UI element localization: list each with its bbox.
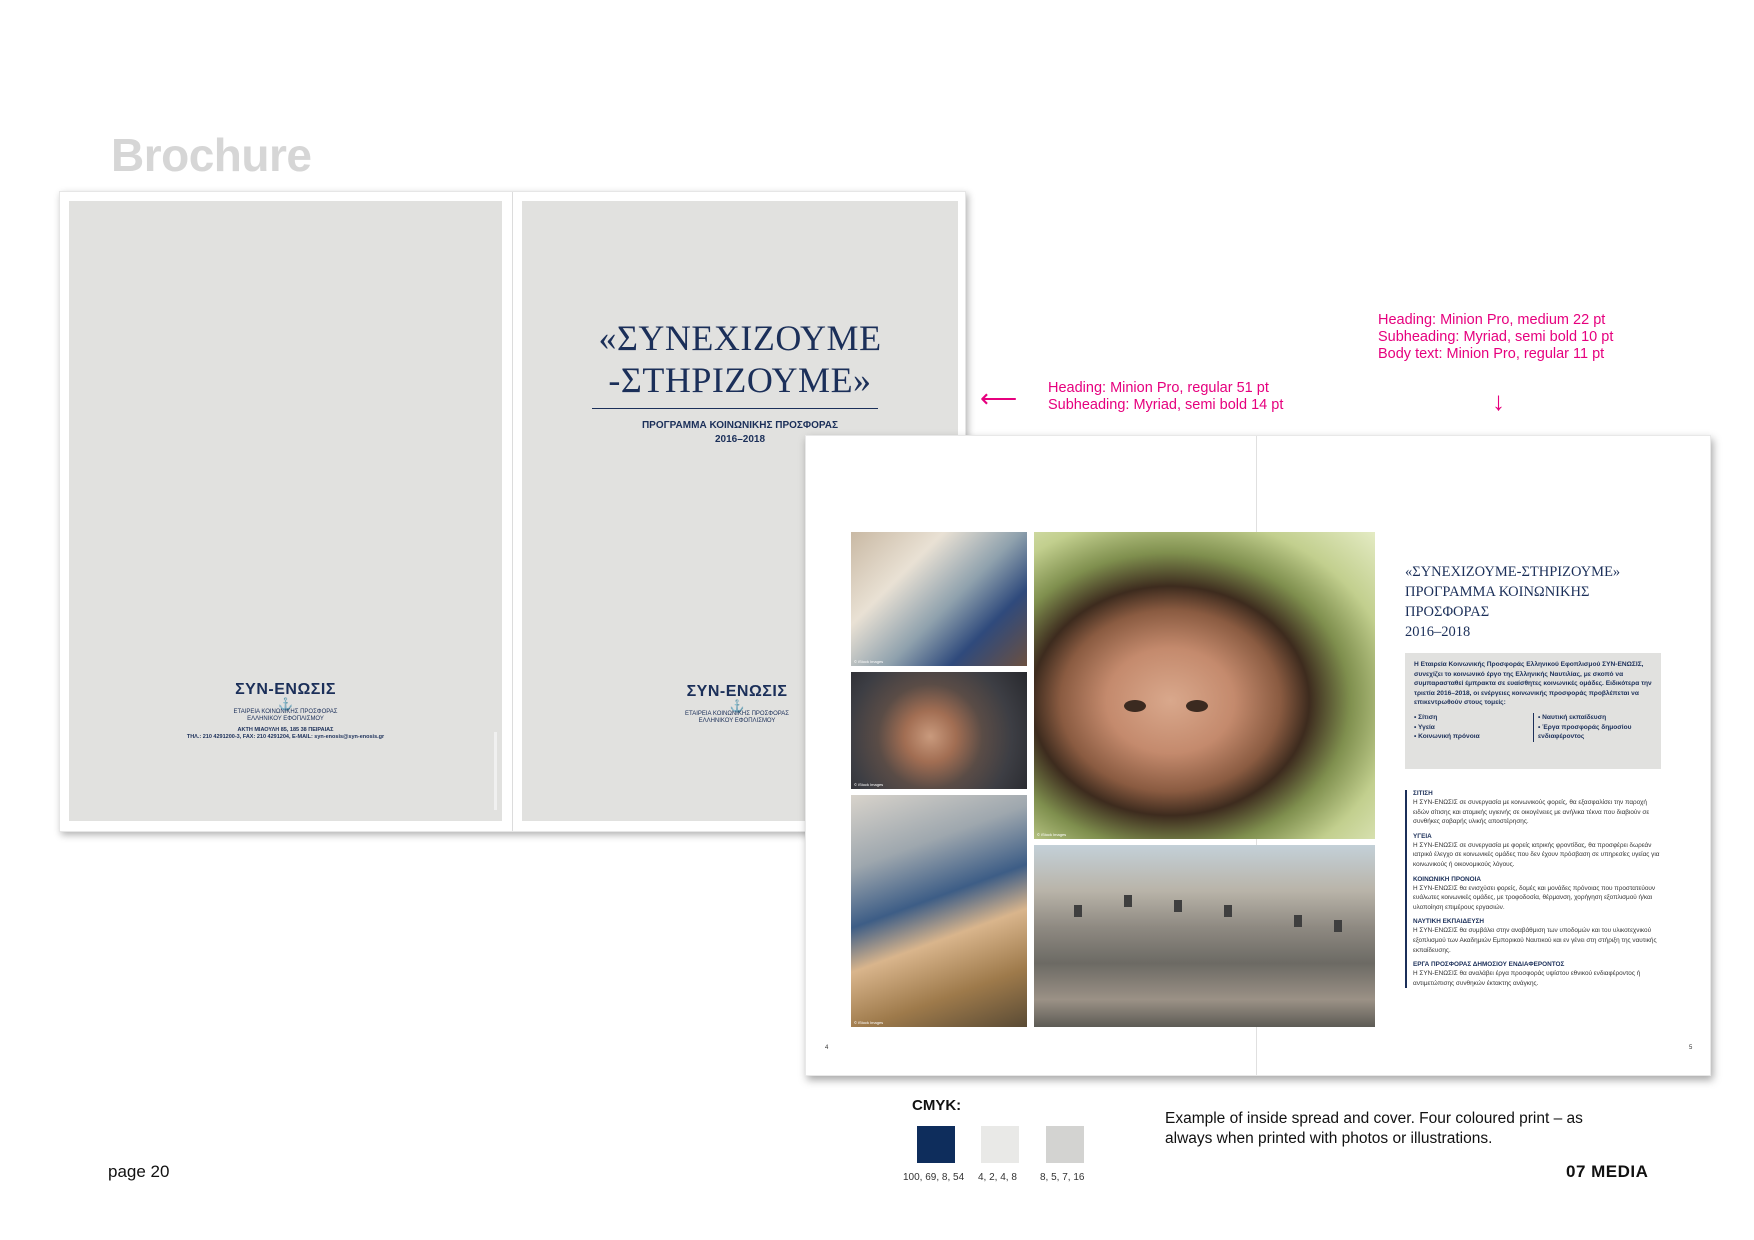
section-title: ΕΡΓΑ ΠΡΟΣΦΟΡΑΣ ΔΗΜΟΣΙΟΥ ΕΝΔΙΑΦΕΡΟΝΤΟΣ bbox=[1413, 961, 1565, 969]
inside-heading-line: 2016–2018 bbox=[1405, 624, 1471, 640]
logo-subtitle-1: ΕΤΑΙΡΕΙΑ ΚΟΙΝΩΝΙΚΗΣ ΠΡΟΣΦΟΡΑΣ bbox=[684, 711, 789, 717]
logo-wordmark: ΣΥΝ-ΕΝΩΣΙΣ bbox=[686, 683, 788, 700]
swatch-light-grey-label: 4, 2, 4, 8 bbox=[978, 1172, 1017, 1183]
focus-item: • Σίτιση bbox=[1414, 713, 1438, 721]
body-sections bbox=[1405, 790, 1661, 988]
cover-title bbox=[522, 317, 958, 401]
intro-box bbox=[1405, 653, 1661, 769]
swatch-grey-label: 8, 5, 7, 16 bbox=[1040, 1172, 1085, 1183]
inside-subheading-spec: Subheading: Myriad, semi bold 10 pt bbox=[1378, 329, 1614, 345]
intro-text: Η Εταιρεία Κοινωνικής Προσφοράς Ελληνικού Εφοπλισμού ΣΥΝ-ΕΝΩΣΙΣ, συνεχίζει το κοινωνικό έργο της Ελληνικής Ναυτιλίας, με σκοπό να συμπαρασταθεί έμπρακτα σε ευαίσθητες κοινωνικές ομάδες. Ειδικότερα την τριετία 2016–2018, οι ενέργειες κοινωνικής προσφοράς προβλέπεται να επικεντρωθούν στους τομείς: bbox=[1414, 661, 1652, 707]
address-line-1: ΑΚΤΗ ΜΙΑΟΥΛΗ 85, 185 38 ΠΕΙΡΑΙΑΣ bbox=[237, 727, 334, 733]
page-heading: Brochure bbox=[111, 129, 312, 181]
caption: Example of inside spread and cover. Four coloured print – as always when printed with photos or illustrations. bbox=[1165, 1110, 1583, 1147]
focus-list-left bbox=[1414, 713, 1533, 742]
logo-subtitle-2: ΕΛΛΗΝΙΚΟΥ ΕΦΟΠΛΙΣΜΟΥ bbox=[698, 718, 776, 724]
inside-heading-line: ΠΡΟΣΦΟΡΑΣ bbox=[1405, 604, 1490, 620]
swatch-navy-label: 100, 69, 8, 54 bbox=[903, 1172, 965, 1183]
section-text: Η ΣΥΝ-ΕΝΩΣΙΣ θα ενισχύσει φορείς, δομές και μονάδες πρόνοιας που προστατεύουν ευάλωτες κοινωνικές ομάδες, με τροφοδοσία, θέρμανση, χορήγηση εξοπλισμού ή/και υλοποίηση επιμέρους εργασιών. bbox=[1413, 884, 1656, 911]
photo-credit: © iStock Images bbox=[854, 659, 884, 664]
back-cover bbox=[69, 201, 502, 821]
eye-shape bbox=[1124, 700, 1146, 712]
focus-item: ενδιαφέροντος bbox=[1538, 733, 1585, 741]
page-number: page 20 bbox=[108, 1162, 170, 1181]
swatch-light-grey bbox=[981, 1126, 1019, 1163]
section-text: Η ΣΥΝ-ΕΝΩΣΙΣ σε συνεργασία με κοινωνικούς φορείς, θα εξασφαλίσει την παροχή ειδών σίτισης και ατομικής υγιεινής σε οικογένειες με ανήλικα τέκνα που διαβιούν σε συνθήκες σοβαρής υλικής αποστέρησης. bbox=[1413, 799, 1650, 826]
section-title: ΝΑΥΤΙΚΗ ΕΚΠΑΙΔΕΥΣΗ bbox=[1413, 918, 1485, 926]
focus-areas bbox=[1414, 713, 1652, 742]
section-text: Η ΣΥΝ-ΕΝΩΣΙΣ σε συνεργασία με φορείς ιατρικής φροντίδας, θα προσφέρει δωρεάν ιατρικό έλεγχο σε κοινωνικές ομάδες που δεν έχουν πρόσβαση σε υπηρεσίες υγείας για κοινωνικούς ή οικονομικούς λόγους. bbox=[1413, 841, 1660, 868]
focus-item: • Κοινωνική πρόνοια bbox=[1414, 733, 1480, 741]
anchor-icon: ⚓ bbox=[278, 697, 293, 711]
inside-body-spec: Body text: Minion Pro, regular 11 pt bbox=[1378, 346, 1605, 362]
focus-item: • Υγεία bbox=[1414, 723, 1435, 731]
cover-title-line-1: «ΣΥΝΕΧΙΖΟΥΜΕ bbox=[598, 318, 882, 358]
focus-item: • Έργα προσφοράς δημοσίου bbox=[1538, 723, 1632, 731]
arrow-down-icon: ↓ bbox=[1492, 386, 1505, 416]
cover-subtitle-line-1: ΠΡΟΓΡΑΜΜΑ ΚΟΙΝΩΝΙΚΗΣ ΠΡΟΣΦΟΡΑΣ bbox=[641, 420, 839, 431]
inside-heading-line: «ΣΥΝΕΧΙΖΟΥΜΕ-ΣΤΗΡΙΖΟΥΜΕ» bbox=[1405, 564, 1621, 580]
inside-spread bbox=[805, 435, 1711, 1076]
photo-child-portrait bbox=[1034, 532, 1375, 839]
arrow-left-icon: ⟵ bbox=[980, 383, 1018, 413]
spread-page-number-right: 5 bbox=[1689, 1045, 1693, 1051]
section-title: ΚΟΙΝΩΝΙΚΗ ΠΡΟΝΟΙΑ bbox=[1413, 875, 1482, 883]
cover-title-line-2: -ΣΤΗΡΙΖΟΥΜΕ» bbox=[608, 360, 872, 400]
cover-heading-spec: Heading: Minion Pro, regular 51 pt bbox=[1048, 380, 1269, 396]
cover-typography-annotation bbox=[1048, 380, 1283, 414]
section-text: Η ΣΥΝ-ΕΝΩΣΙΣ θα αναλάβει έργα προσφοράς υψίστου εθνικού ενδιαφέροντος ή αντιμετώπισης συνθηκών έκτακτης ανάγκης. bbox=[1413, 970, 1641, 987]
focus-list-right bbox=[1533, 713, 1652, 742]
photo-credit: © iStock Images bbox=[854, 782, 884, 787]
window-shape bbox=[1224, 905, 1232, 917]
inside-heading-spec: Heading: Minion Pro, medium 22 pt bbox=[1378, 312, 1606, 328]
window-shape bbox=[1074, 905, 1082, 917]
logo-subtitle-1: ΕΤΑΙΡΕΙΑ ΚΟΙΝΩΝΙΚΗΣ ΠΡΟΣΦΟΡΑΣ bbox=[233, 709, 338, 715]
spread-page-number-left: 4 bbox=[825, 1045, 829, 1051]
eye-shape bbox=[1186, 700, 1208, 712]
window-shape bbox=[1294, 915, 1302, 927]
section-label: 07 MEDIA bbox=[1566, 1162, 1649, 1181]
anchor-icon: ⚓ bbox=[729, 699, 745, 713]
section-text: Η ΣΥΝ-ΕΝΩΣΙΣ θα συμβάλει στην αναβάθμιση των υποδομών και του υλικοτεχνικού εξοπλισμού των Ακαδημιών Εμπορικού Ναυτικού και εν γένει στη στήριξη της ναυτικής εκπαίδευσης. bbox=[1413, 927, 1657, 954]
cover-subheading-spec: Subheading: Myriad, semi bold 14 pt bbox=[1048, 397, 1284, 413]
photo-island-houses bbox=[1034, 845, 1375, 1027]
focus-item: • Ναυτική εκπαίδευση bbox=[1538, 713, 1607, 721]
back-cover-logo bbox=[69, 681, 502, 741]
photo-vaccination bbox=[851, 532, 1027, 666]
photo-holding-hands bbox=[851, 672, 1027, 789]
cover-subtitle-line-2: 2016–2018 bbox=[714, 434, 766, 445]
cover-title-rule bbox=[592, 408, 878, 409]
swatch-navy bbox=[917, 1126, 955, 1163]
cmyk-title: CMYK: bbox=[912, 1097, 962, 1114]
inside-heading bbox=[1405, 562, 1675, 642]
logo-subtitle-2: ΕΛΛΗΝΙΚΟΥ ΕΦΟΠΛΙΣΜΟΥ bbox=[247, 716, 324, 722]
address-line-2: ΤΗΛ.: 210 4291200-3, FAX: 210 4291204, E-MAIL: syn-enosis@syn-enosis.gr bbox=[186, 734, 385, 740]
section-title: ΣΙΤΙΣΗ bbox=[1413, 790, 1433, 797]
photo-food-donation bbox=[851, 795, 1027, 1027]
inside-heading-line: ΠΡΟΓΡΑΜΜΑ ΚΟΙΝΩΝΙΚΗΣ bbox=[1405, 584, 1590, 600]
window-shape bbox=[1174, 900, 1182, 912]
logo-wordmark: ΣΥΝ-ΕΝΩΣΙΣ bbox=[235, 681, 336, 698]
window-shape bbox=[1334, 920, 1342, 932]
photo-credit: © iStock Images bbox=[1037, 832, 1067, 837]
cover-spine bbox=[512, 192, 513, 831]
photo-credit: © iStock Images bbox=[854, 1020, 884, 1025]
inside-typography-annotation bbox=[1378, 312, 1613, 363]
spine-text-mark bbox=[492, 732, 500, 810]
section-title: ΥΓΕΙΑ bbox=[1413, 832, 1432, 840]
swatch-grey bbox=[1046, 1126, 1084, 1163]
window-shape bbox=[1124, 895, 1132, 907]
